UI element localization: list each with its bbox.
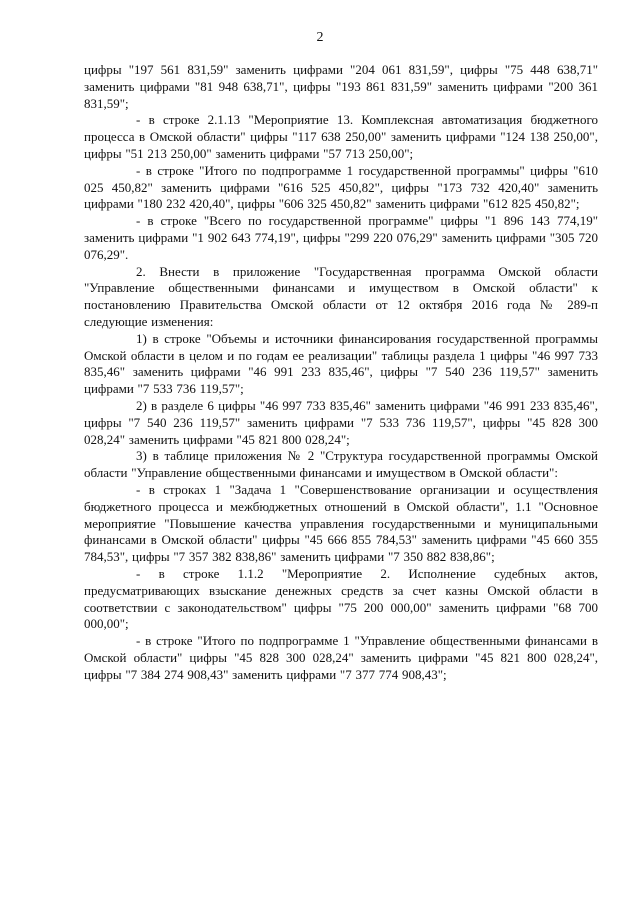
paragraph-9: - в строках 1 "Задача 1 "Совершенствование организации и осуществления бюджетного процесса и межбюджетных отношений в Омской области", 1.1 "Основное мероприятие "Повышение качества управления государственными и муниципальными финансами в Омской области" цифры "45 666 855 784,53" заменить цифрами "45 660 355 784,53", цифры "7 357 382 838,86" заменить цифрами "7 350 882 838,86"; bbox=[84, 481, 598, 565]
page-number: 2 bbox=[316, 30, 324, 45]
paragraph-8: 3) в таблице приложения № 2 "Структура государственной программы Омской области "Управление общественными финансами и имуществом в Омской области": bbox=[84, 448, 598, 481]
paragraph-2: - в строке 2.1.13 "Мероприятие 13. Комплексная автоматизация бюджетного процесса в Омской области" цифры "117 638 250,00" заменить цифрами "124 138 250,00", цифры "51 213 250,00" заменить цифрами "57 713 250,00"; bbox=[84, 112, 598, 161]
paragraph-1: цифры "197 561 831,59" заменить цифрами "204 061 831,59", цифры "75 448 638,71" заменить цифрами "81 948 638,71", цифры "193 861 831,59" заменить цифрами "200 361 831,59"; bbox=[84, 62, 598, 111]
document-body bbox=[84, 62, 598, 683]
paragraph-6: 1) в строке "Объемы и источники финансирования государственной программы Омской области в целом и по годам ее реализации" таблицы раздела 1 цифры "46 997 733 835,46" заменить цифрами "46 991 233 835,46", цифры "7 540 236 119,57" заменить цифрами "7 533 736 119,57"; bbox=[84, 330, 598, 397]
paragraph-10: - в строке 1.1.2 "Мероприятие 2. Исполнение судебных актов, предусматривающих взыскание денежных средств за счет казны Омской области в соответствии с законодательством" цифры "75 200 000,00" заменить цифрами "68 700 000,00"; bbox=[84, 565, 598, 632]
paragraph-7: 2) в разделе 6 цифры "46 997 733 835,46" заменить цифрами "46 991 233 835,46", цифры "7 540 236 119,57" заменить цифрами "7 533 736 119,57", цифры "45 828 300 028,24" заменить цифрами "45 821 800 028,24"; bbox=[84, 397, 598, 447]
paragraph-4: - в строке "Всего по государственной программе" цифры "1 896 143 774,19" заменить цифрами "1 902 643 774,19", цифры "299 220 076,29" заменить цифрами "305 720 076,29". bbox=[84, 213, 598, 262]
paragraph-11: - в строке "Итого по подпрограмме 1 "Управление общественными финансами в Омской области" цифры "45 828 300 028,24" заменить цифрами "45 821 800 028,24", цифры "7 384 274 908,43" заменить цифрами "7 377 774 908,43"; bbox=[84, 633, 598, 682]
paragraph-3: - в строке "Итого по подпрограмме 1 государственной программы" цифры "610 025 450,82" заменить цифрами "616 525 450,82", цифры "173 732 420,40" заменить цифрами "180 232 420,40", цифры "606 325 450,82" заменить цифрами "612 825 450,82"; bbox=[84, 162, 598, 212]
paragraph-5: 2. Внести в приложение "Государственная программа Омской области "Управление общественными финансами и имуществом в Омской области" к постановлению Правительства Омской области от 12 октября 2016 года № 289-п следующие изменения: bbox=[84, 263, 598, 329]
